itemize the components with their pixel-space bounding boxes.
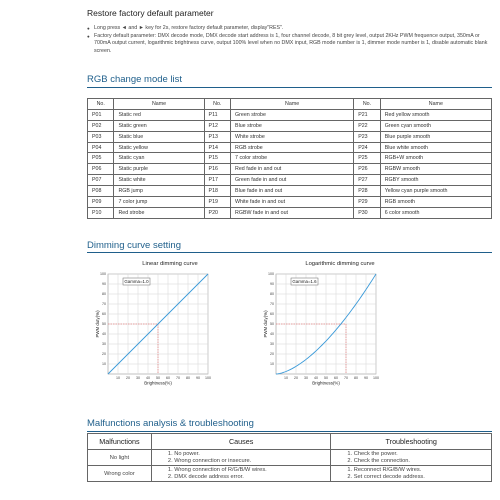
mode-name: Static cyan (114, 153, 204, 164)
cause-line: 2. DMX decode address error. (167, 473, 244, 480)
x-tick-label: 50 (156, 376, 160, 380)
x-tick-label: 80 (186, 376, 190, 380)
cause-line: 1. Wrong connection of R/G/B/W wires. (167, 467, 267, 474)
mode-name: RGBW smooth (380, 164, 491, 175)
x-axis-label: Brightness(%) (144, 380, 172, 386)
fix-line: 2. Set correct decode address. (347, 473, 425, 480)
x-tick-label: 90 (364, 376, 368, 380)
mode-number: P13 (204, 131, 230, 142)
y-tick-label: 30 (270, 342, 274, 347)
mode-name: Green fade in and out (231, 175, 354, 186)
mode-number: P07 (88, 175, 114, 186)
mode-number: P11 (204, 109, 230, 120)
linear-chart-title: Linear dimming curve (142, 261, 198, 267)
mode-name: Red fade in and out (231, 164, 354, 175)
fix-line: 2. Check the connection. (347, 457, 410, 464)
mode-name: White fade in and out (231, 197, 354, 208)
mode-number: P08 (88, 186, 114, 197)
mode-name: Static yellow (114, 142, 204, 153)
mode-number: P02 (88, 120, 114, 131)
log-dimming-chart (252, 268, 387, 391)
fix-line: 1. Check the power. (347, 451, 398, 457)
mode-name: Red strobe (114, 207, 204, 218)
note-long-press: ● Long press ◄ and ► key for 2s, restore factory default parameter, display"RES". (87, 25, 492, 33)
gamma-label: Gamma=1.6 (292, 279, 317, 284)
dimming-rule (87, 252, 492, 253)
mode-name: RGBW fade in and out (231, 207, 354, 218)
cause-line: 2. Wrong connection or insecure. (167, 457, 252, 464)
mode-number: P17 (204, 175, 230, 186)
x-tick-label: 40 (146, 376, 150, 380)
x-tick-label: 70 (344, 376, 348, 380)
mode-name: RGBY smooth (380, 175, 491, 186)
x-tick-label: 10 (116, 376, 120, 380)
y-tick-label: 100 (100, 272, 106, 277)
mode-number: P29 (354, 197, 380, 208)
mode-name: Blue strobe (231, 120, 354, 131)
y-tick-label: 80 (270, 292, 274, 297)
table-row (88, 109, 492, 120)
mode-name: Static green (114, 120, 204, 131)
y-axis-label: PWM duty(%) (95, 310, 100, 338)
fault-name: Wrong color (88, 466, 152, 482)
troubleshooting-cell (331, 450, 492, 466)
mode-name: Red yellow smooth (380, 109, 491, 120)
x-tick-label: 30 (304, 376, 308, 380)
malfunctions-title: Malfunctions analysis & troubleshooting (87, 418, 254, 429)
table-row (88, 131, 492, 142)
header-no: No. (88, 99, 114, 110)
mode-number: P24 (354, 142, 380, 153)
table-row (88, 450, 492, 466)
gamma-label: Gamma=1.0 (124, 279, 149, 284)
dimming-title: Dimming curve setting (87, 240, 181, 251)
mode-name: Green cyan smooth (380, 120, 491, 131)
causes-cell (151, 450, 330, 466)
table-row (88, 186, 492, 197)
y-tick-label: 50 (102, 322, 106, 327)
header-no: No. (204, 99, 230, 110)
mode-name: RGB strobe (231, 142, 354, 153)
log-chart-title: Logarithmic dimming curve (305, 261, 375, 267)
fault-name: No light (88, 450, 152, 466)
rgb-mode-table (87, 98, 492, 219)
mode-name: Blue fade in and out (231, 186, 354, 197)
mode-name: Static red (114, 109, 204, 120)
table-row (88, 197, 492, 208)
y-tick-label: 100 (268, 272, 274, 277)
y-tick-label: 90 (102, 282, 106, 287)
mode-number: P03 (88, 131, 114, 142)
mode-number: P18 (204, 186, 230, 197)
y-tick-label: 60 (102, 312, 106, 317)
x-tick-label: 60 (166, 376, 170, 380)
causes-cell (151, 466, 330, 482)
malfunctions-table (87, 433, 492, 482)
x-tick-label: 50 (324, 376, 328, 380)
mode-number: P06 (88, 164, 114, 175)
mode-number: P25 (354, 153, 380, 164)
y-tick-label: 20 (102, 352, 106, 357)
x-tick-label: 60 (334, 376, 338, 380)
y-tick-label: 40 (270, 332, 274, 337)
y-tick-label: 40 (102, 332, 106, 337)
header-no: No. (354, 99, 380, 110)
mode-name: Blue white smooth (380, 142, 491, 153)
header-name: Name (114, 99, 204, 110)
mode-number: P28 (354, 186, 380, 197)
x-tick-label: 20 (294, 376, 298, 380)
x-axis-label: Brightness(%) (312, 380, 340, 386)
mode-number: P23 (354, 131, 380, 142)
mode-number: P14 (204, 142, 230, 153)
y-tick-label: 80 (102, 292, 106, 297)
note-default-params: ● Factory default parameter: DMX decode mode, DMX decode start address is 1, four channel decode, 8 bit grey level, output 2KHz PWM frequence output, 350mA or 700mA output current, logarithmic brightness curve, output 100% level when no DMX input, RGB mode number is 1, dimmer mode number is 1, disable automatic blank screen. (87, 33, 492, 56)
malfunctions-header: Malfunctions (88, 434, 152, 450)
header-name: Name (231, 99, 354, 110)
table-row (88, 142, 492, 153)
rgb-mode-header-row (88, 99, 492, 110)
troubleshooting-cell (331, 466, 492, 482)
mode-number: P16 (204, 164, 230, 175)
mode-number: P19 (204, 197, 230, 208)
table-row (88, 153, 492, 164)
mode-name: Static white (114, 175, 204, 186)
mode-number: P20 (204, 207, 230, 218)
mode-name: White strobe (231, 131, 354, 142)
mode-number: P30 (354, 207, 380, 218)
malfunctions-header-row (88, 434, 492, 450)
y-tick-label: 10 (270, 362, 274, 367)
header-name: Name (380, 99, 491, 110)
y-tick-label: 50 (270, 322, 274, 327)
mode-name: 7 color jump (114, 197, 204, 208)
table-row (88, 466, 492, 482)
mode-number: P04 (88, 142, 114, 153)
mode-name: 6 color smooth (380, 207, 491, 218)
mode-number: P09 (88, 197, 114, 208)
mode-name: RGB smooth (380, 197, 491, 208)
mode-number: P21 (354, 109, 380, 120)
y-tick-label: 30 (102, 342, 106, 347)
y-axis-label: PWM duty(%) (263, 310, 268, 338)
y-tick-label: 90 (270, 282, 274, 287)
cause-line: 1. No power. (167, 451, 200, 457)
factory-notes (87, 25, 492, 55)
malfunctions-rule (87, 431, 492, 432)
y-tick-label: 20 (270, 352, 274, 357)
y-tick-label: 10 (102, 362, 106, 367)
mode-number: P05 (88, 153, 114, 164)
table-row (88, 120, 492, 131)
mode-name: RGB jump (114, 186, 204, 197)
mode-number: P01 (88, 109, 114, 120)
troubleshooting-header: Troubleshooting (331, 434, 492, 450)
x-tick-label: 10 (284, 376, 288, 380)
x-tick-label: 40 (314, 376, 318, 380)
mode-number: P10 (88, 207, 114, 218)
mode-name: Blue purple smooth (380, 131, 491, 142)
rgb-mode-title: RGB change mode list (87, 74, 183, 85)
mode-name: 7 color strobe (231, 153, 354, 164)
causes-header: Causes (151, 434, 330, 450)
mode-name: Static blue (114, 131, 204, 142)
y-tick-label: 70 (102, 302, 106, 307)
mode-number: P12 (204, 120, 230, 131)
factory-title: Restore factory default parameter (87, 8, 214, 18)
mode-name: Green strobe (231, 109, 354, 120)
mode-number: P15 (204, 153, 230, 164)
x-tick-label: 20 (126, 376, 130, 380)
mode-number: P27 (354, 175, 380, 186)
fix-line: 1. Reconnect R/G/B/W wires. (347, 467, 422, 474)
mode-name: Static purple (114, 164, 204, 175)
mode-number: P22 (354, 120, 380, 131)
rgb-mode-rule (87, 87, 492, 88)
table-row (88, 175, 492, 186)
x-tick-label: 100 (205, 376, 211, 380)
x-tick-label: 90 (196, 376, 200, 380)
table-row (88, 207, 492, 218)
x-tick-label: 100 (373, 376, 379, 380)
x-tick-label: 80 (354, 376, 358, 380)
y-tick-label: 60 (270, 312, 274, 317)
x-tick-label: 30 (136, 376, 140, 380)
mode-name: Yellow cyan purple smooth (380, 186, 491, 197)
mode-name: RGB+W smooth (380, 153, 491, 164)
x-tick-label: 70 (176, 376, 180, 380)
y-tick-label: 70 (270, 302, 274, 307)
linear-dimming-chart (84, 268, 219, 391)
table-row (88, 164, 492, 175)
mode-number: P26 (354, 164, 380, 175)
